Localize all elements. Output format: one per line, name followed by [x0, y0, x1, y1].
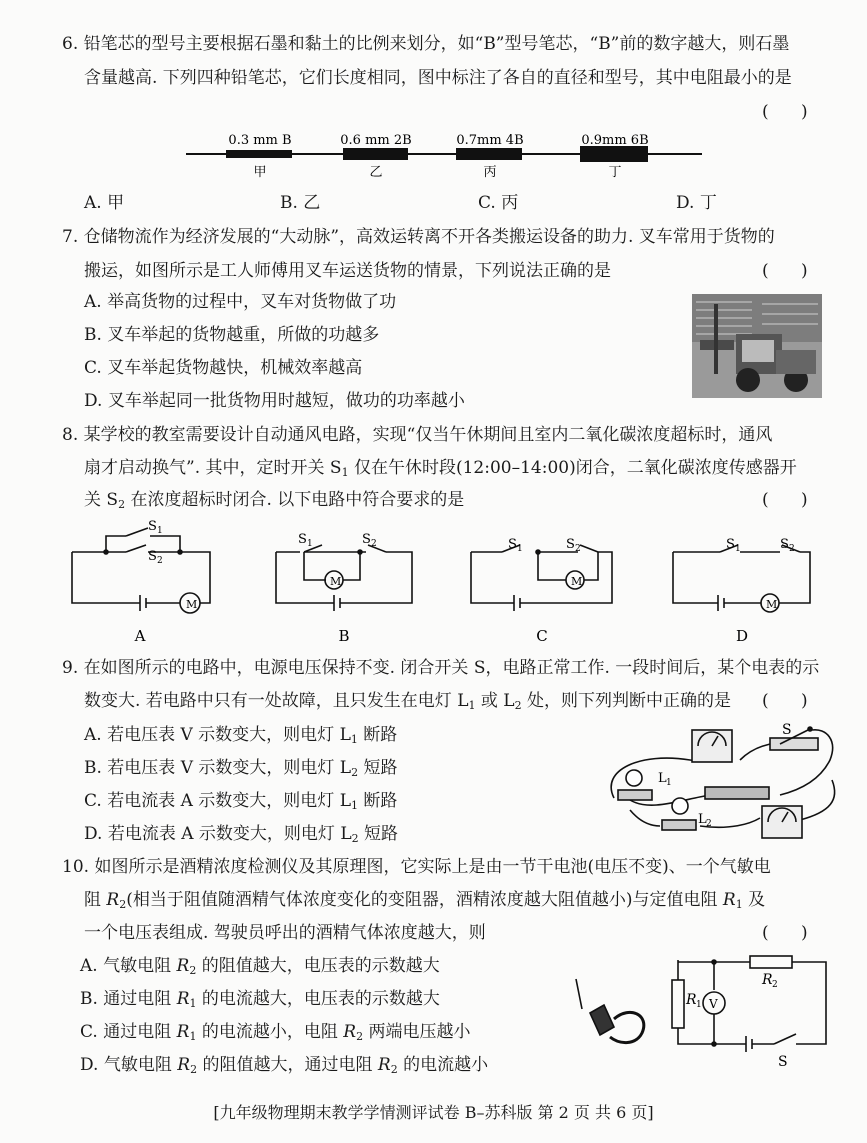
- svg-text:S: S: [778, 1054, 788, 1070]
- q7-stem-line1: 7. 仓储物流作为经济发展的“大动脉”，高效运转离不开各类搬运设备的助力. 叉车常用于货物的: [62, 227, 775, 247]
- lead-label-ding: 0.9mm 6B: [581, 133, 649, 148]
- q10-option-c[interactable]: C. 通过电阻 $R_1$ 的电流越小，电阻 $R_2$ 两端电压越小: [80, 1022, 471, 1043]
- lead-name-bing: 丙: [483, 165, 497, 180]
- q6-option-a[interactable]: A. 甲: [84, 193, 125, 213]
- svg-text:M: M: [766, 598, 778, 611]
- q7-option-d[interactable]: D. 叉车举起同一批货物用时越短，做功的功率越小: [84, 391, 465, 411]
- svg-text:1: 1: [157, 526, 163, 536]
- q9-option-d[interactable]: D. 若电流表 A 示数变大，则电灯 $L_2$ 短路: [84, 824, 399, 845]
- svg-text:M: M: [571, 575, 583, 588]
- svg-text:S: S: [508, 537, 517, 552]
- svg-text:2: 2: [789, 544, 795, 554]
- q8-stem-line2: 扇才启动换气”. 其中，定时开关 $S_1$ 仅在午休时段(12:00–14:00)闭合，二氧化碳浓度传感器开: [84, 458, 797, 479]
- lead-name-yi: 乙: [369, 165, 383, 180]
- q6-option-d[interactable]: D. 丁: [676, 193, 717, 213]
- svg-text:S: S: [148, 549, 157, 564]
- q8-answer-blank: ( ): [762, 490, 808, 510]
- svg-text:1: 1: [696, 1000, 702, 1010]
- q7-option-c[interactable]: C. 叉车举起货物越快，机械效率越高: [84, 358, 363, 378]
- lead-label-yi: 0.6 mm 2B: [340, 133, 412, 148]
- svg-text:S: S: [298, 532, 307, 547]
- lead-name-jia: 甲: [253, 165, 267, 180]
- svg-text:M: M: [186, 598, 198, 611]
- q6-stem-line2: 含量越高. 下列四种铅笔芯，它们长度相同，图中标注了各自的直径和型号，其中电阻最小的是: [84, 68, 792, 88]
- q9-option-a[interactable]: A. 若电压表 V 示数变大，则电灯 $L_1$ 断路: [84, 725, 398, 746]
- q6-option-b[interactable]: B. 乙: [280, 193, 321, 213]
- svg-text:S: S: [148, 519, 157, 534]
- svg-text:S: S: [726, 537, 735, 552]
- q10-stem-line2: 阻 $R_2$(相当于阻值随酒精气体浓度变化的变阻器，酒精浓度越大阻值越小)与定值电阻 $R_1$ 及: [84, 890, 766, 911]
- svg-text:S: S: [566, 537, 575, 552]
- q7-option-b[interactable]: B. 叉车举起的货物越重，所做的功越多: [84, 325, 380, 345]
- circuit-label-a: A: [134, 627, 146, 645]
- page-footer: [九年级物理期末教学学情测评试卷 B–苏科版 第 2 页 共 6 页]: [213, 1103, 654, 1122]
- q10-option-a[interactable]: A. 气敏电阻 $R_2$ 的阻值越大，电压表的示数越大: [80, 956, 440, 977]
- q10-stem-line1: 10. 如图所示是酒精浓度检测仪及其原理图，它实际上是由一节干电池(电压不变)、一个气敏电: [62, 857, 771, 877]
- svg-text:2: 2: [157, 556, 163, 566]
- svg-text:L: L: [698, 812, 707, 827]
- svg-text:2: 2: [772, 980, 778, 990]
- svg-text:S: S: [782, 722, 792, 738]
- q6-answer-blank: ( ): [762, 102, 808, 122]
- q8-stem-line3: 关 $S_2$ 在浓度超标时闭合. 以下电路中符合要求的是: [84, 490, 465, 511]
- svg-text:1: 1: [307, 539, 313, 549]
- q9-answer-blank: ( ): [762, 691, 808, 711]
- svg-text:M: M: [330, 575, 342, 588]
- svg-text:L: L: [658, 771, 667, 786]
- svg-text:2: 2: [706, 819, 712, 829]
- svg-text:V: V: [709, 997, 718, 1011]
- circuit-label-d: D: [735, 627, 749, 645]
- q10-option-b[interactable]: B. 通过电阻 $R_1$ 的电流越大，电压表的示数越大: [80, 989, 440, 1010]
- lead-name-ding: 丁: [608, 165, 622, 180]
- svg-text:1: 1: [735, 544, 741, 554]
- q7-answer-blank: ( ): [762, 261, 808, 281]
- q7-stem-line2: 搬运，如图所示是工人师傅用叉车运送货物的情景，下列说法正确的是: [84, 261, 611, 281]
- q9-stem-line2: 数变大. 若电路中只有一处故障，且只发生在电灯 $L_1$ 或 $L_2$ 处，则下列判断中正确的是: [84, 691, 732, 712]
- q9-stem-line1: 9. 在如图所示的电路中，电源电压保持不变. 闭合开关 S，电路正常工作. 一段时间后，某个电表的示: [62, 658, 820, 678]
- q10-stem-line3: 一个电压表组成. 驾驶员呼出的酒精气体浓度越大，则: [84, 923, 486, 943]
- q10-option-d[interactable]: D. 气敏电阻 $R_2$ 的阻值越大，通过电阻 $R_2$ 的电流越小: [80, 1055, 489, 1076]
- svg-text:R: R: [686, 992, 697, 1008]
- lead-label-bing: 0.7mm 4B: [456, 133, 524, 148]
- q9-option-b[interactable]: B. 若电压表 V 示数变大，则电灯 $L_2$ 短路: [84, 758, 398, 779]
- q8-stem-line1: 8. 某学校的教室需要设计自动通风电路，实现“仅当午休期间且室内二氧化碳浓度超标时，通风: [62, 425, 773, 445]
- svg-text:2: 2: [575, 544, 581, 554]
- q6-option-c[interactable]: C. 丙: [478, 193, 519, 213]
- q10-answer-blank: ( ): [762, 923, 808, 943]
- svg-text:S: S: [780, 537, 789, 552]
- svg-text:R: R: [762, 972, 773, 988]
- svg-text:S: S: [362, 532, 371, 547]
- lead-label-jia: 0.3 mm B: [228, 133, 292, 148]
- svg-text:2: 2: [371, 539, 377, 549]
- circuit-label-c: C: [536, 627, 548, 645]
- q9-option-c[interactable]: C. 若电流表 A 示数变大，则电灯 $L_1$ 断路: [84, 791, 398, 812]
- circuit-label-b: B: [338, 627, 350, 645]
- svg-text:1: 1: [666, 778, 672, 788]
- q6-stem-line1: 6. 铅笔芯的型号主要根据石墨和黏土的比例来划分，如“B”型号笔芯，“B”前的数字越大，则石墨: [62, 34, 790, 54]
- q7-option-a[interactable]: A. 举高货物的过程中，叉车对货物做了功: [84, 292, 397, 312]
- svg-text:1: 1: [517, 544, 523, 554]
